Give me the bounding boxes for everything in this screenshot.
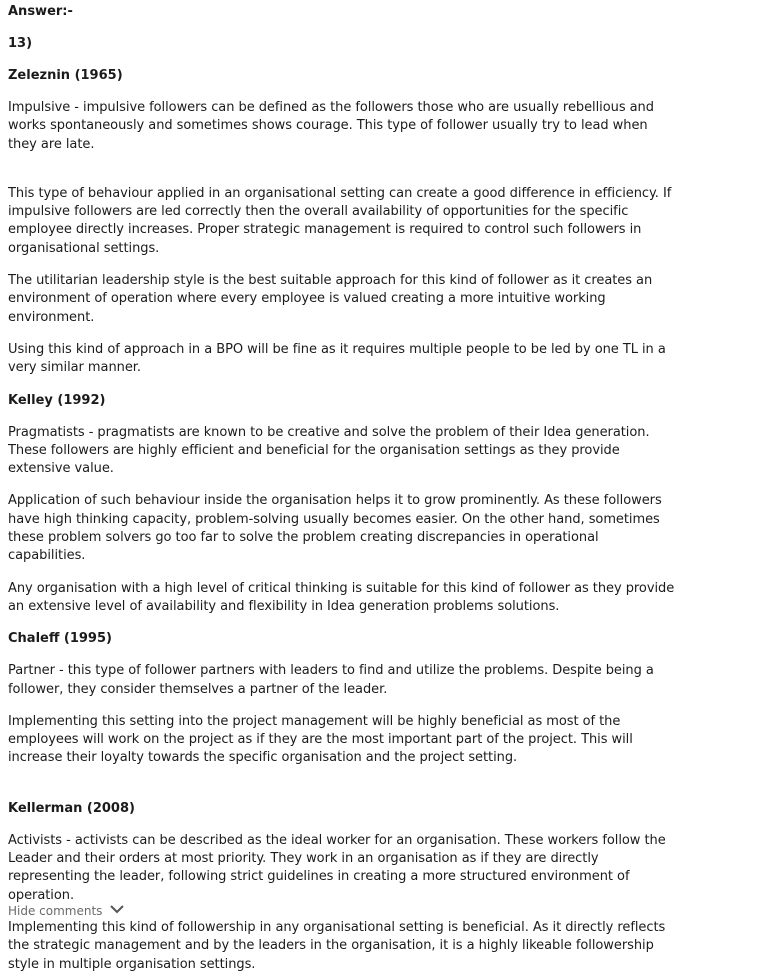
paragraph: Using this kind of approach in a BPO will be fine as it requires multiple people to be led by one TL in a very similar manner.: [8, 341, 666, 376]
chevron-down-icon: [110, 902, 124, 918]
paragraph: Partner - this type of follower partners with leaders to find and utilize the problems. Despite being a follower, they consider themselves a partner of the leader.: [8, 663, 654, 697]
paragraph: The utilitarian leadership style is the best suitable approach for this kind of follower as it creates an environment of operation where every employee is valued creating a more intuitive working environment.: [8, 273, 653, 325]
paragraph: Pragmatists - pragmatists are known to be creative and solve the problem of their Idea generation. These followers are highly efficient and beneficial for the organisation settings as they provide extensive value.: [8, 424, 650, 477]
paragraph: Activists - activists can be described as the ideal worker for an organisation. These workers follow the Leader and their orders at most priority. They work in an organisation as if they are directly representing the leader, following strict guidelines in creating a more structured environment of operation.: [8, 832, 666, 903]
section-heading: Kelley (1992): [8, 392, 106, 408]
section-heading: Zeleznin (1965): [8, 68, 123, 83]
paragraph: Application of such behaviour inside the organisation helps it to grow prominently. As these followers have high thinking capacity, problem-solving usually becomes easier. On the other hand, sometimes these problem solvers go too far to solve the problem creating discrepancies in operational capabilities.: [8, 493, 662, 564]
section-heading: Chaleff (1995): [8, 631, 112, 647]
paragraph: Impulsive - impulsive followers can be defined as the followers those who are usually rebellious and works spontaneously and sometimes shows courage. This type of follower usually try to lead when they are late.: [8, 100, 654, 152]
paragraph: Implementing this setting into the project management will be highly beneficial as most of the employees will work on the project as if they are the most important part of the project. This will increase their loyalty towards the specific organisation and the project setting.: [8, 713, 633, 766]
paragraph: This type of behaviour applied in an organisational setting can create a good difference in efficiency. If impulsive followers are led correctly then the overall availability of opportunities for the specific employee directly increases. Proper strategic management is required to control such followers in organisational settings.: [8, 185, 672, 256]
hide-comments-toggle[interactable]: [8, 902, 124, 919]
hide-comments-label: Hide comments: [8, 904, 103, 918]
answer-document: [8, 0, 680, 974]
paragraph: Implementing this kind of followership in any organisational setting is beneficial. As it directly reflects the strategic management and by the leaders in the organisation, it is a highly likeable followership style in multiple organisation settings.: [8, 919, 666, 972]
paragraph: Any organisation with a high level of critical thinking is suitable for this kind of follower as they provide an extensive level of availability and flexibility in Idea generation problems solutions.: [8, 580, 675, 614]
section-heading: Kellerman (2008): [8, 800, 135, 816]
answer-label: Answer:-: [8, 4, 73, 19]
question-number: 13): [8, 36, 33, 51]
